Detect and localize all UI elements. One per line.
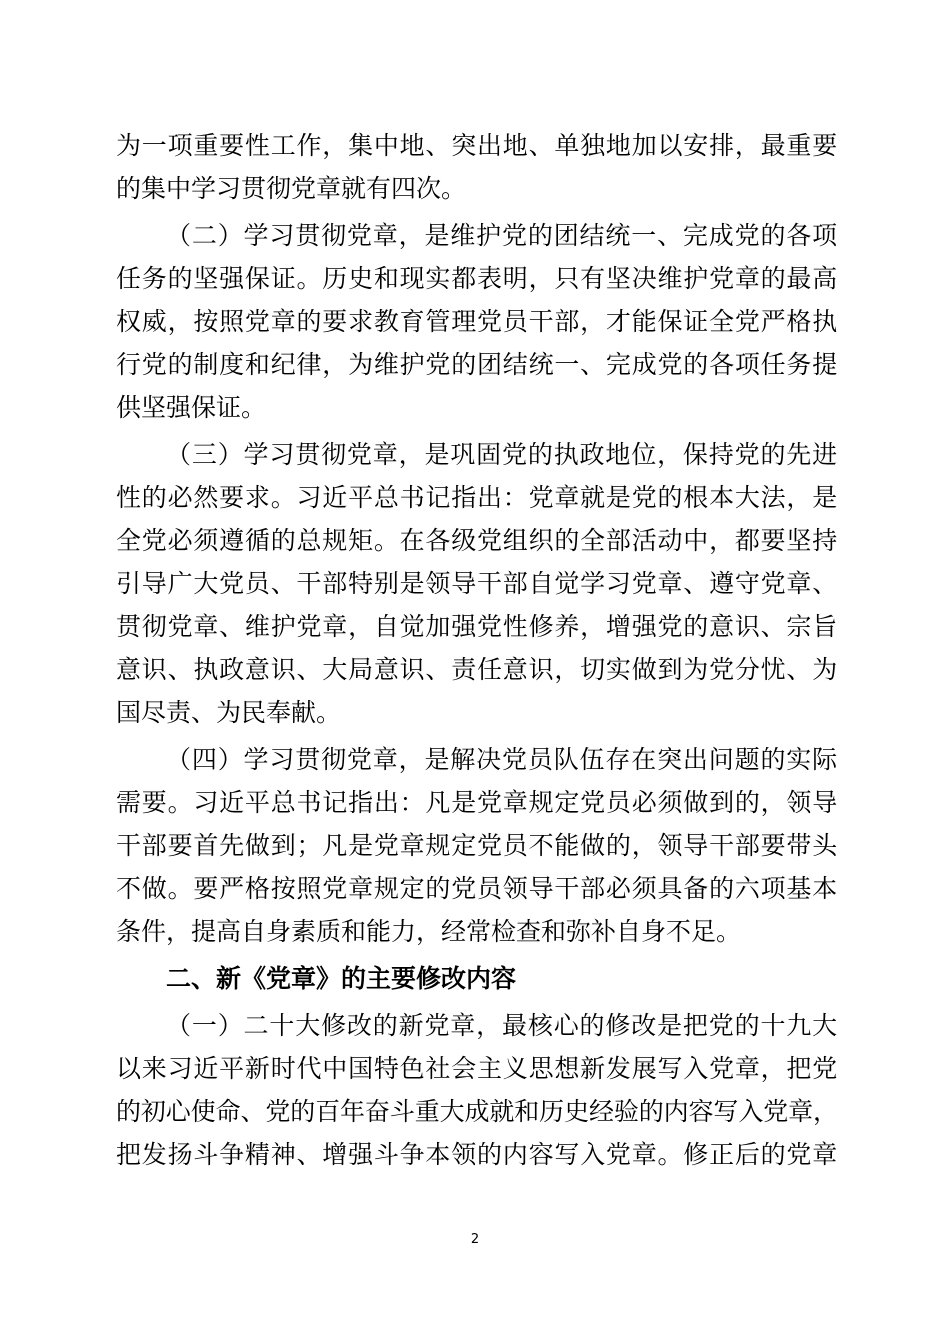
section-heading: 二、新《党章》的主要修改内容 (166, 964, 517, 993)
text-line: 任务的坚强保证。历史和现实都表明，只有坚决维护党章的最高 (116, 264, 839, 293)
text-line: 国尽责、为民奉献。 (116, 698, 342, 727)
text-line: 的集中学习贯彻党章就有四次。 (116, 174, 467, 203)
text-line: 干部要首先做到；凡是党章规定党员不能做的，领导干部要带头 (116, 831, 839, 860)
text-line: 全党必须遵循的总规矩。在各级党组织的全部活动中，都要坚持 (116, 526, 839, 555)
text-line: 把发扬斗争精神、增强斗争本领的内容写入党章。修正后的党章 (116, 1140, 839, 1169)
text-line: 不做。要严格按照党章规定的党员领导干部必须具备的六项基本 (116, 874, 839, 903)
text-line: 供坚强保证。 (116, 393, 267, 422)
text-line: （四）学习贯彻党章，是解决党员队伍存在突出问题的实际 (166, 745, 839, 774)
text-line: 需要。习近平总书记指出：凡是党章规定党员必须做到的，领导 (116, 788, 839, 817)
text-line: 引导广大党员、干部特别是领导干部自觉学习党章、遵守党章、 (116, 569, 839, 598)
text-line: 为一项重要性工作，集中地、突出地、单独地加以安排，最重要 (116, 131, 839, 160)
text-line: 贯彻党章、维护党章，自觉加强党性修养，增强党的意识、宗旨 (116, 612, 839, 641)
text-line: 条件，提高自身素质和能力，经常检查和弥补自身不足。 (116, 917, 742, 946)
text-line: （一）二十大修改的新党章，最核心的修改是把党的十九大 (166, 1011, 839, 1040)
text-line: 权威，按照党章的要求教育管理党员干部，才能保证全党严格执 (116, 307, 839, 336)
text-line: 的初心使命、党的百年奋斗重大成就和历史经验的内容写入党章， (116, 1097, 838, 1126)
page-number: 2 (470, 1232, 480, 1247)
text-line: （二）学习贯彻党章，是维护党的团结统一、完成党的各项 (166, 221, 839, 250)
text-line: 性的必然要求。习近平总书记指出：党章就是党的根本大法，是 (116, 483, 839, 512)
text-line: 以来习近平新时代中国特色社会主义思想新发展写入党章，把党 (116, 1054, 839, 1083)
text-line: 意识、执政意识、大局意识、责任意识，切实做到为党分忧、为 (116, 655, 839, 684)
text-line: 行党的制度和纪律，为维护党的团结统一、完成党的各项任务提 (116, 350, 839, 379)
text-line: （三）学习贯彻党章，是巩固党的执政地位，保持党的先进 (166, 440, 839, 469)
